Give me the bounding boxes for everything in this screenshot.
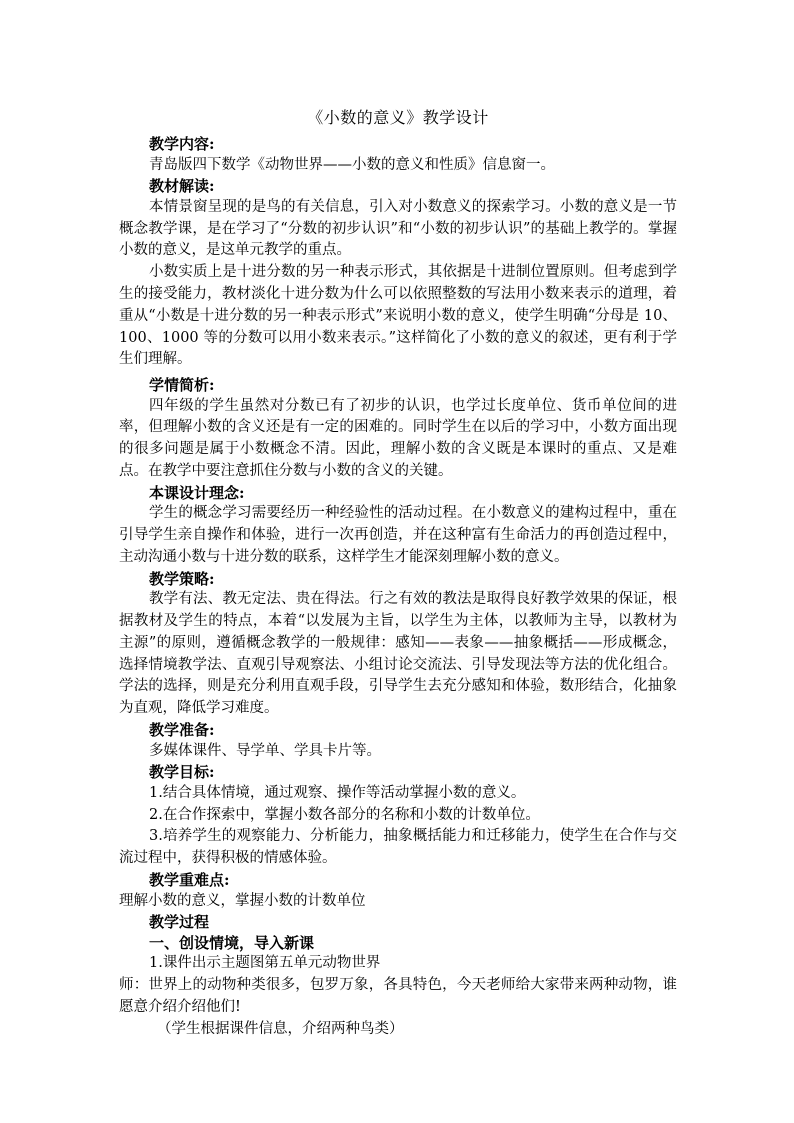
- section-heading-design-concept: 本课设计理念:: [149, 483, 245, 502]
- section-paragraph-textbook-2: 小数实质上是十进分数的另一种表示形式，其依据是十进制位置原则。但考虑到学生的接受能力，教材淡化十进分数为什么可以依照整数的写法用小数来表示的道理，着重从“小数是十进分数的另一种表示形式”来说明小数的意义，使学生明确“分母是 10、100、1000 等的分数可以用小数来表示。”这样简化了小数的意义的叙述，更有利于学生们理解。: [119, 264, 677, 368]
- section-heading-process: 教学过程: [149, 913, 210, 932]
- section-paragraph-textbook-1: 本情景窗呈现的是鸟的有关信息，引入对小数意义的探索学习。小数的意义是一节概念教学课，是在学习了“分数的初步认识”和“小数的初步认识”的基础上教学的。掌握小数的意义，是这单元教学的重点。: [119, 198, 677, 259]
- process-step-1: 1.课件出示主题图第五单元动物世界: [149, 955, 381, 972]
- objective-item-3: 3.培养学生的观察能力、分析能力，抽象概括能力和迁移能力，使学生在合作与交流过程中，获得积极的情感体验。: [119, 828, 677, 867]
- document-page: [119, 104, 677, 1041]
- document-title: 《小数的意义》教学设计: [307, 108, 489, 127]
- section-heading-preparation: 教学准备:: [149, 721, 215, 740]
- section-text-content: 青岛版四下数学《动物世界——小数的意义和性质》信息窗一。: [149, 156, 555, 173]
- section-heading-strategy: 教学策略:: [149, 569, 215, 588]
- section-heading-learner-analysis: 学情简析:: [149, 376, 215, 395]
- objective-item-2: 2.在合作探索中，掌握小数各部分的名称和小数的计数单位。: [149, 806, 540, 823]
- process-teacher-dialogue: 师：世界上的动物种类很多，包罗万象，各具特色，今天老师给大家带来两种动物，谁愿意介绍介绍他们!: [119, 977, 677, 1015]
- section-text-preparation: 多媒体课件、导学单、学具卡片等。: [149, 742, 381, 759]
- section-paragraph-design-concept: 学生的概念学习需要经历一种经验性的活动过程。在小数意义的建构过程中，重在引导学生亲自操作和体验，进行一次再创造，并在这种富有生命活力的再创造过程中，主动沟通小数与十进分数的联系，这样学生才能深刻理解小数的意义。: [119, 505, 677, 565]
- section-heading-textbook: 教材解读:: [149, 177, 215, 196]
- section-paragraph-strategy: 教学有法、教无定法、贵在得法。行之有效的教法是取得良好教学效果的保证，根据教材及学生的特点，本着“以发展为主旨，以学生为主体，以教师为主导，以教材为主源”的原则，遵循概念教学的一般规律：感知——表象——抽象概括——形成概念，选择情境教学法、直观引导观察法、小组讨论交流法、引导发现法等方法的优化组合。学法的选择，则是充分利用直观手段，引导学生去充分感知和体验，数形结合，化抽象为直观，降低学习难度。: [119, 591, 677, 717]
- objective-item-1: 1.结合具体情境，通过观察、操作等活动掌握小数的意义。: [149, 784, 526, 801]
- process-student-note: （学生根据课件信息，介绍两种鸟类）: [157, 1020, 404, 1037]
- section-heading-objectives: 教学目标:: [149, 763, 215, 782]
- section-heading-key-points: 教学重难点:: [149, 871, 230, 890]
- section-paragraph-learner-analysis: 四年级的学生虽然对分数已有了初步的认识，也学过长度单位、货币单位间的进率，但理解小数的含义还是有一定的困难的。同时学生在以后的学习中，小数方面出现的很多问题是属于小数概念不清。因此，理解小数的含义既是本课时的重点、又是难点。在教学中要注意抓住分数与小数的含义的关键。: [119, 397, 677, 480]
- section-text-key-points: 理解小数的意义，掌握小数的计数单位: [119, 892, 366, 909]
- process-subheading-1: 一、创设情境，导入新课: [149, 933, 315, 952]
- section-heading-content: 教学内容:: [149, 135, 215, 153]
